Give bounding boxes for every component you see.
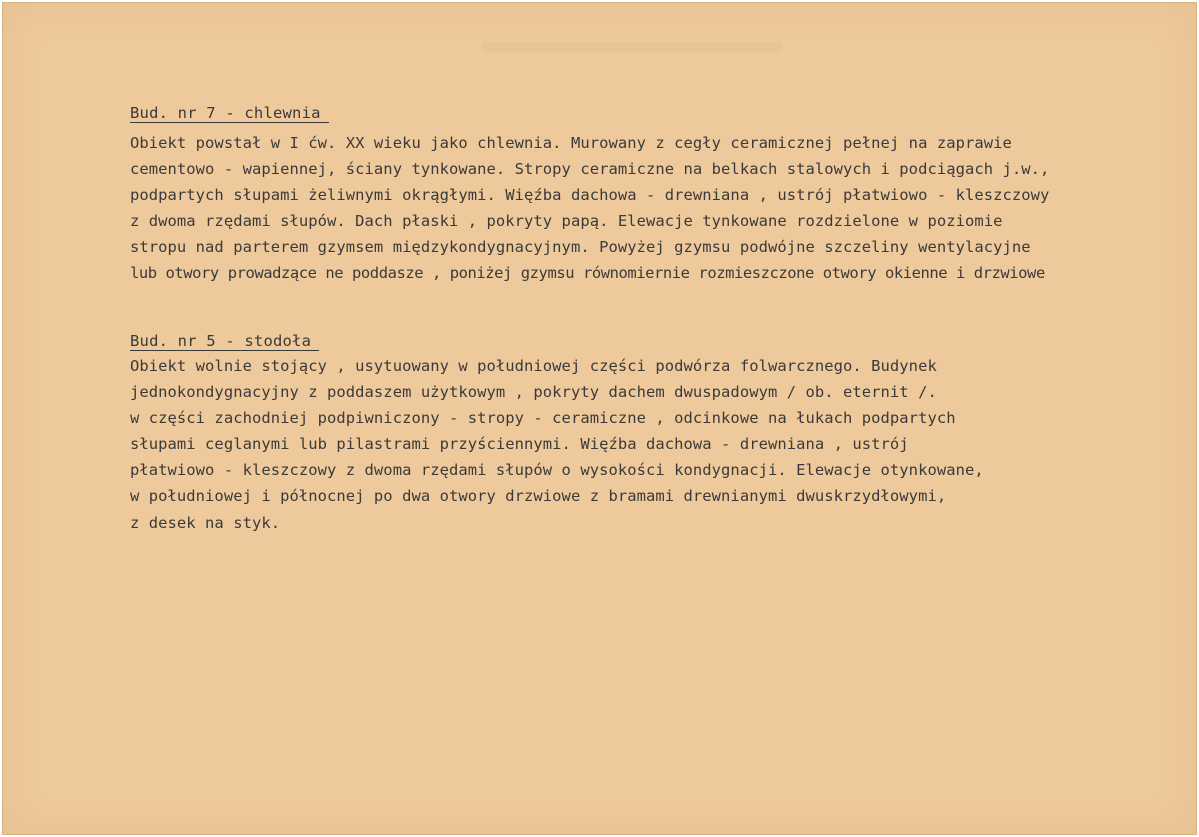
section-heading: Bud. nr 7 - chlewnia	[130, 104, 329, 123]
text-line: w południowej i północnej po dwa otwory drzwiowe z bramami drewnianymi dwuskrzydłowymi,	[130, 487, 947, 506]
text-line: podpartych słupami żeliwnymi okrągłymi. Więźba dachowa - drewniana , ustrój płatwiowo - kleszczowy	[130, 186, 1050, 205]
section-body	[130, 130, 1049, 287]
faint-stamp-mark	[482, 42, 782, 52]
text-line: cementowo - wapiennej, ściany tynkowane. Stropy ceramiczne na belkach stalowych i podciągach j.w.,	[130, 160, 1050, 179]
text-line: z dwoma rzędami słupów. Dach płaski , pokryty papą. Elewacje tynkowane rozdzielone w poziomie	[130, 212, 1003, 231]
section-body	[130, 353, 984, 536]
text-line: w części zachodniej podpiwniczony - stropy - ceramiczne , odcinkowe na łukach podpartych	[130, 409, 956, 428]
text-line: z desek na styk.	[130, 513, 281, 532]
text-line: jednokondygnacyjny z poddaszem użytkowym , pokryty dachem dwuspadowym / ob. eternit /.	[130, 383, 937, 402]
text-line: stropu nad parterem gzymsem międzykondygnacyjnym. Powyżej gzymsu podwójne szczeliny wentylacyjne	[130, 238, 1031, 257]
document-card	[2, 2, 1197, 835]
section-heading: Bud. nr 5 - stodoła	[130, 332, 319, 351]
section-building-7	[130, 103, 1049, 287]
text-line: płatwiowo - kleszczowy z dwoma rzędami słupów o wysokości kondygnacji. Elewacje otynkowane,	[130, 461, 984, 480]
text-line: słupami ceglanymi lub pilastrami przyściennymi. Więźba dachowa - drewniana , ustrój	[130, 435, 909, 454]
text-line: lub otwory prowadzące ne poddasze , poniżej gzymsu równomiernie rozmieszczone otwory okienne i drzwiowe	[130, 264, 1045, 283]
text-line: Obiekt powstał w I ćw. XX wieku jako chlewnia. Murowany z cegły ceramicznej pełnej na zaprawie	[130, 134, 1012, 152]
text-line: Obiekt wolnie stojący , usytuowany w południowej części podwórza folwarcznego. Budynek	[130, 357, 937, 375]
section-building-5	[130, 331, 984, 536]
